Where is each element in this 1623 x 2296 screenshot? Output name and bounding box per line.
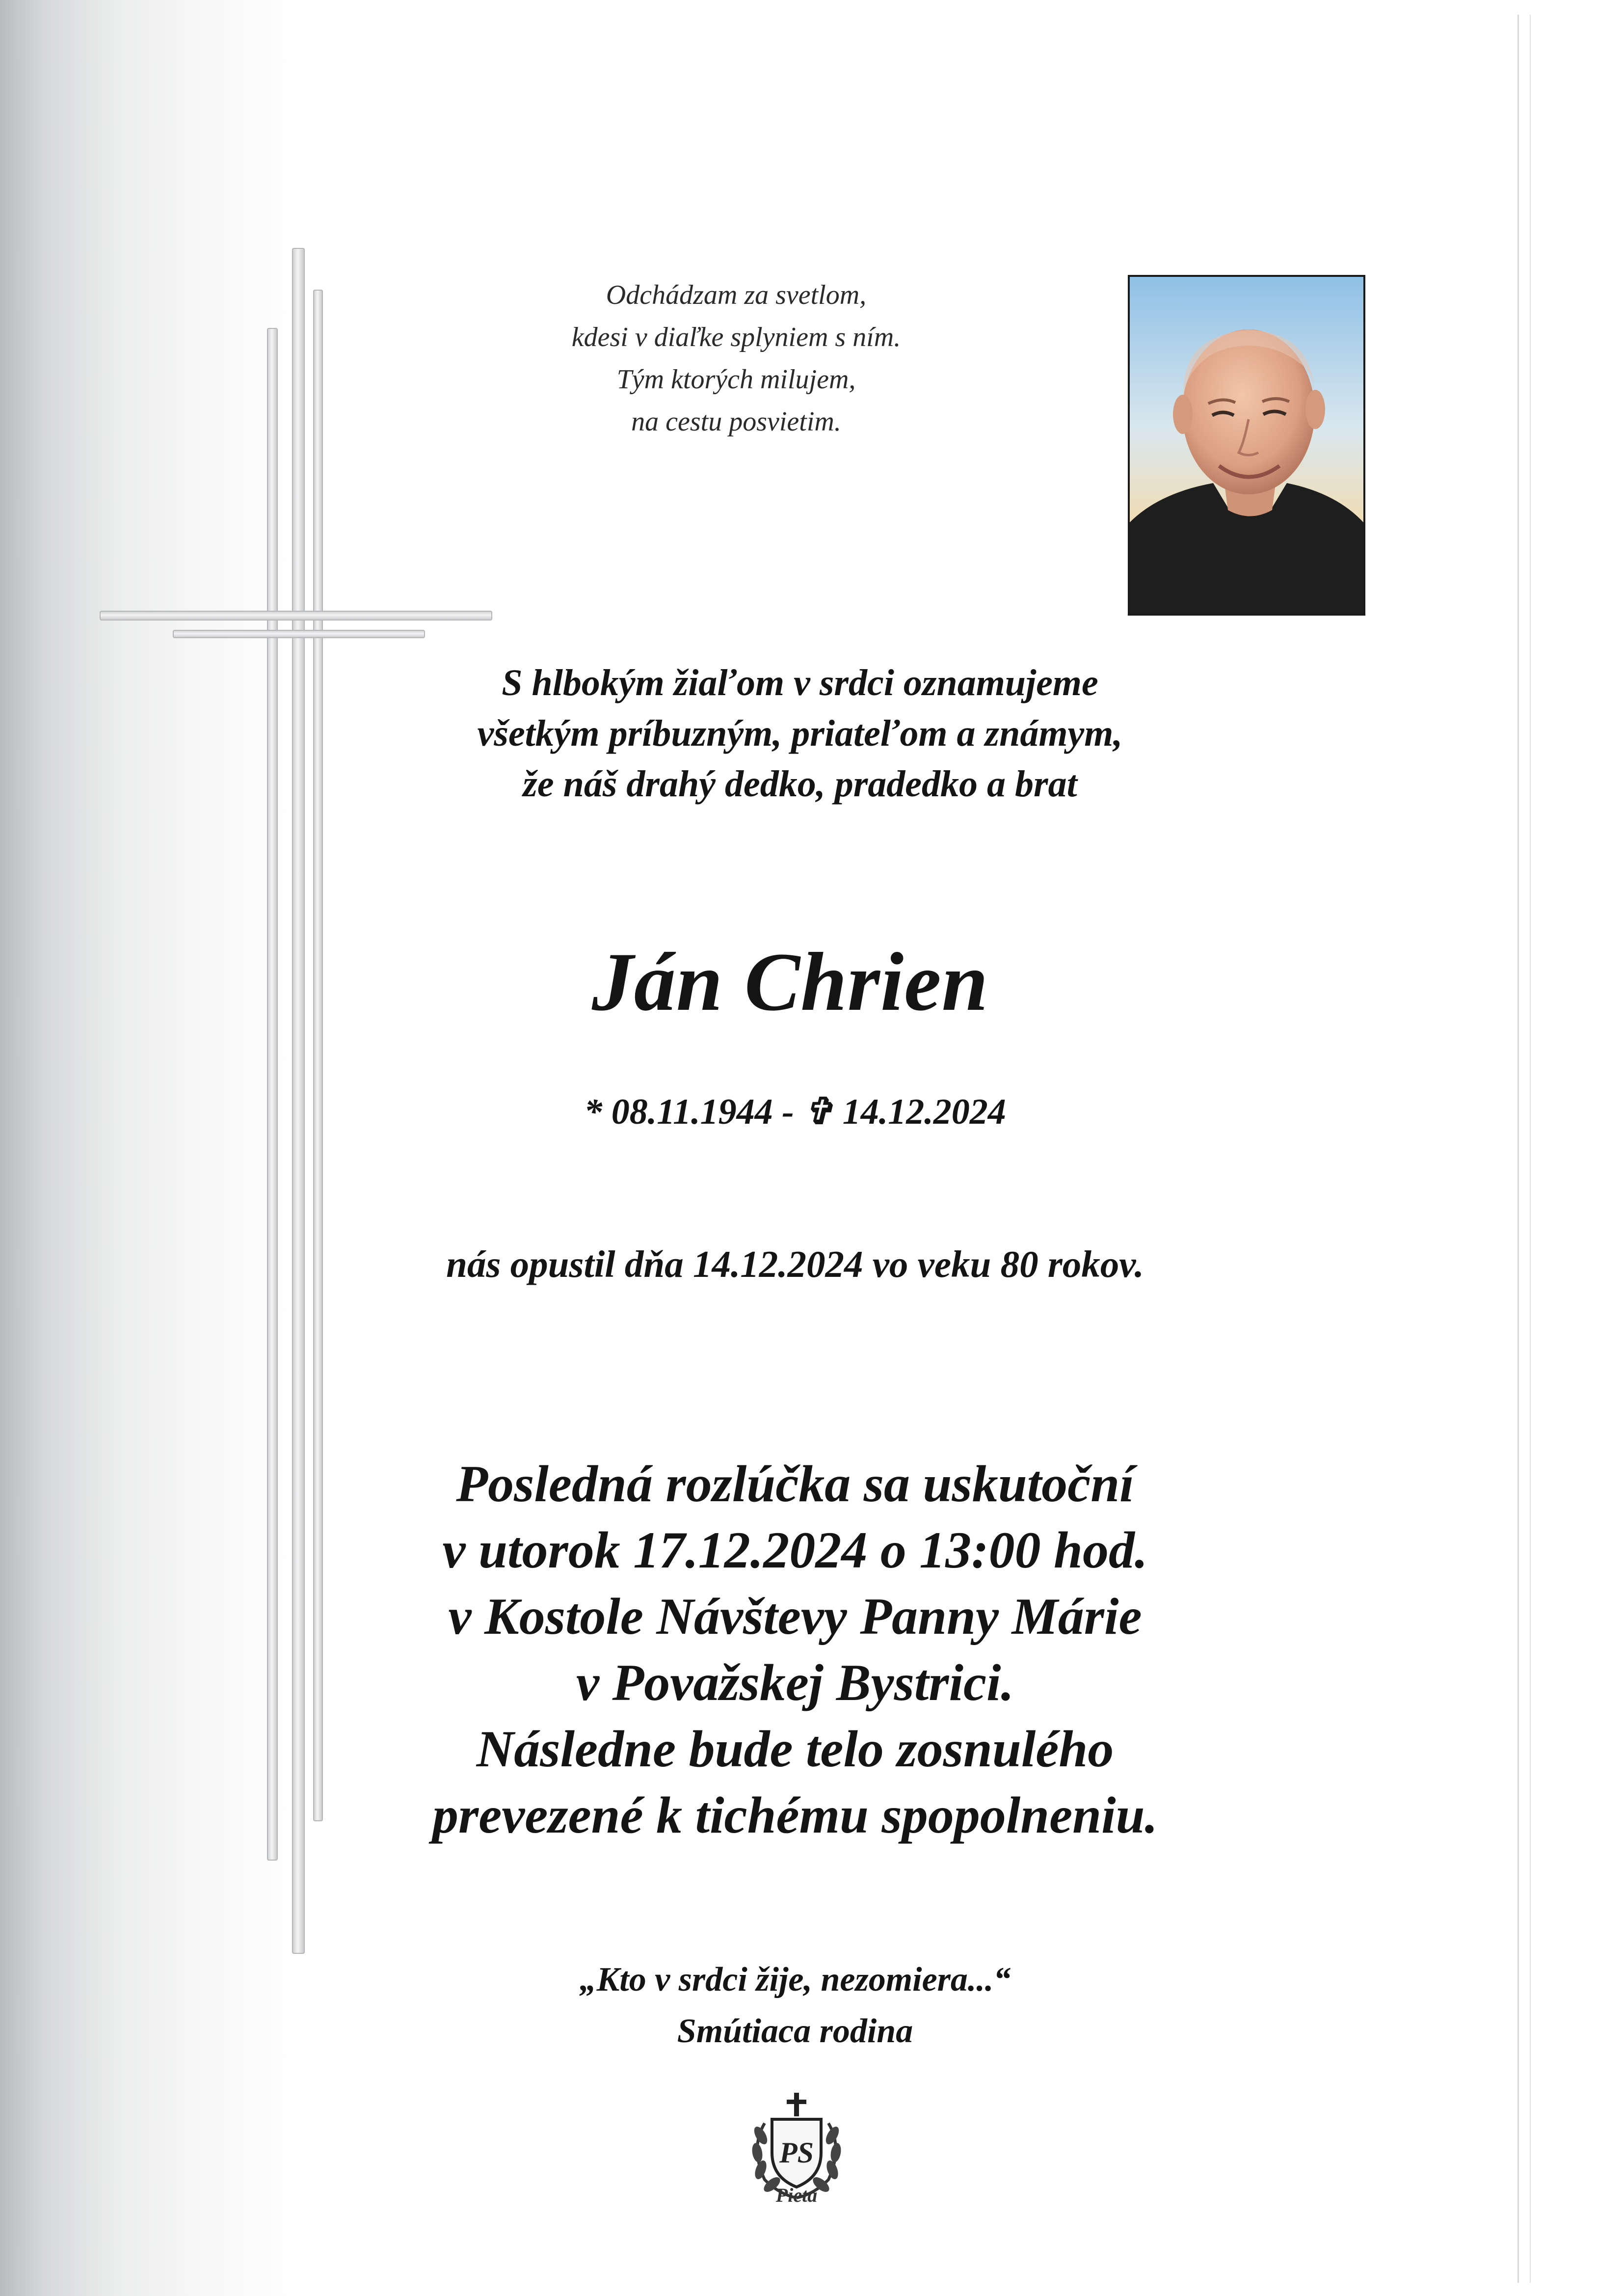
ceremony-line: v Kostole Návštevy Panny Márie [448, 1588, 1142, 1645]
ceremony-line: v utorok 17.12.2024 o 13:00 hod. [442, 1521, 1148, 1579]
announcement-text [344, 658, 1256, 810]
deceased-name: Ján Chrien [591, 936, 989, 1028]
verse-line: na cestu posvietim. [631, 406, 841, 437]
family-signature: Smútiaca rodina [677, 2012, 913, 2050]
cross-vertical-bar [292, 248, 305, 1954]
announcement-line: že náš drahý dedko, pradedko a brat [523, 763, 1077, 805]
memorial-verse [461, 274, 1011, 443]
closing-block [432, 1954, 1158, 2057]
date-separator: - [782, 1092, 794, 1132]
announcement-line: S hlbokým žiaľom v srdci oznamujeme [502, 662, 1098, 703]
verse-line: Odchádzam za svetlom, [606, 280, 867, 310]
page-fold-line [1530, 15, 1531, 2283]
cross-horizontal-bar [100, 611, 492, 621]
ceremony-line: prevezené k tichému spopolneniu. [432, 1786, 1158, 1844]
birth-date: 08.11.1944 [611, 1092, 773, 1132]
life-dates [442, 1087, 1148, 1136]
cross-vertical-bar [267, 328, 278, 1861]
portrait-photo [1128, 275, 1365, 616]
cross-horizontal-bar [173, 630, 425, 638]
passing-statement: nás opustil dňa 14.12.2024 vo veku 80 rokov. [446, 1243, 1144, 1285]
logo-monogram: PS [779, 2136, 814, 2169]
ceremony-details [304, 1451, 1286, 1848]
ceremony-line: v Považskej Bystrici. [576, 1654, 1014, 1711]
birth-symbol: * [584, 1092, 603, 1132]
closing-quote: „Kto v srdci žije, nezomiera...“ [579, 1961, 1011, 1999]
ceremony-line: Následne bude telo zosnulého [476, 1720, 1114, 1778]
verse-line: kdesi v diaľke splyniem s ním. [571, 322, 901, 352]
death-cross-icon: ✞ [803, 1092, 834, 1132]
verse-line: Tým ktorých milujem, [616, 364, 856, 395]
page-fold-line [1517, 15, 1519, 2283]
death-date: 14.12.2024 [842, 1092, 1006, 1132]
ceremony-line: Posledná rozlúčka sa uskutoční [456, 1455, 1134, 1513]
announcement-line: všetkým príbuzným, priateľom a známym, [477, 713, 1123, 754]
logo-text: Pieta [775, 2184, 818, 2206]
